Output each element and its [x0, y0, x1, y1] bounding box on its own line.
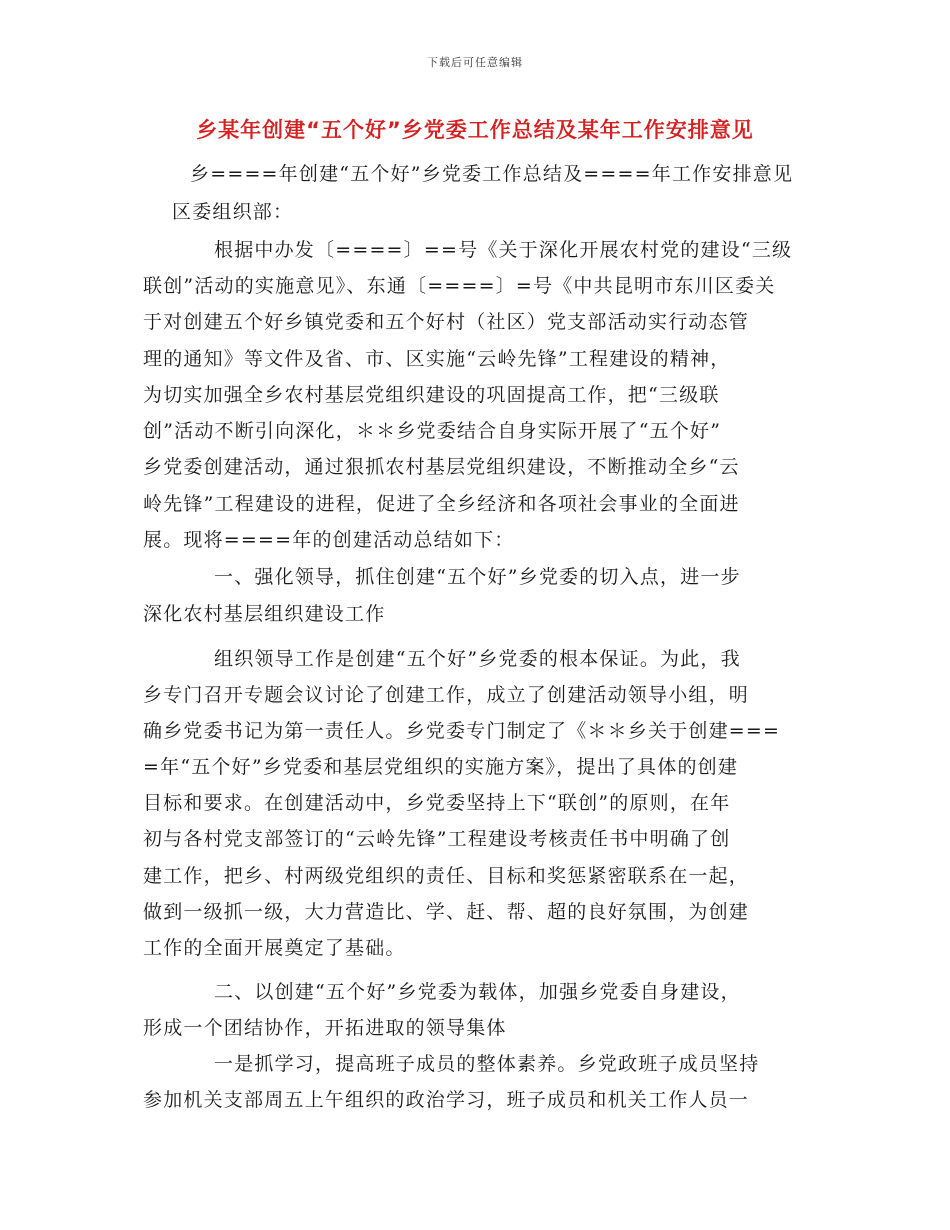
paragraph-line: 参加机关支部周五上午组织的政治学习，班子成员和机关工作人员一 [143, 1089, 750, 1111]
paragraph-line: 乡党委创建活动，通过狠抓农村基层党组织建设，不断推动全乡“云 [143, 456, 740, 478]
paragraph-line: 确乡党委书记为第一责任人。乡党委专门制定了《＊＊乡关于创建=== [143, 720, 781, 742]
paragraph-line: 组织领导工作是创建“五个好”乡党委的根本保证。为此，我 [214, 648, 741, 670]
section-heading-line: 一、强化领导，抓住创建“五个好”乡党委的切入点，进一步 [214, 566, 741, 588]
section-heading-line: 深化农村基层组织建设工作 [143, 603, 386, 625]
paragraph-line: 初与各村党支部签订的“云岭先锋”工程建设考核责任书中明确了创 [143, 828, 731, 850]
paragraph-line: 展。现将====年的创建活动总结如下： [143, 529, 515, 551]
paragraph-line: 于对创建五个好乡镇党委和五个好村（社区）党支部活动实行动态管 [143, 311, 750, 333]
header-note: 下载后可任意编辑 [427, 56, 523, 69]
paragraph-line: 乡专门召开专题会议讨论了创建工作，成立了创建活动领导小组，明 [143, 684, 750, 706]
section-heading-line: 形成一个团结协作，开拓进取的领导集体 [143, 1017, 507, 1039]
paragraph-line: 工作的全面开展奠定了基础。 [143, 937, 406, 959]
paragraph-line: 区委组织部： [172, 201, 294, 223]
paragraph-line: 做到一级抓一级，大力营造比、学、赶、帮、超的良好氛围，为创建 [143, 901, 750, 923]
paragraph-line: 根据中办发〔====〕==号《关于深化开展农村党的建设“三级 [214, 239, 793, 261]
paragraph-line: 为切实加强全乡农村基层党组织建设的巩固提高工作，把“三级联 [143, 384, 720, 406]
document-title: 乡某年创建“五个好”乡党委工作总结及某年工作安排意见 [196, 118, 754, 142]
section-heading-line: 二、以创建“五个好”乡党委为载体，加强乡党委自身建设， [214, 981, 741, 1003]
paragraph-line: =年“五个好”乡党委和基层党组织的实施方案》，提出了具体的创建 [143, 756, 739, 778]
paragraph-line: 建工作，把乡、村两级党组织的责任、目标和奖惩紧密联系在一起， [143, 865, 750, 887]
paragraph-line: 一是抓学习，提高班子成员的整体素养。乡党政班子成员坚持 [214, 1053, 760, 1075]
paragraph-line: 创”活动不断引向深化，＊＊乡党委结合自身实际开展了“五个好” [143, 420, 722, 442]
paragraph-line: 目标和要求。在创建活动中，乡党委坚持上下“联创”的原则，在年 [143, 792, 731, 814]
paragraph-line: 联创”活动的实施意见》、东通〔====〕=号《中共昆明市东川区委关 [143, 275, 776, 297]
paragraph-line: 乡====年创建“五个好”乡党委工作总结及====年工作安排意见 [190, 163, 794, 185]
paragraph-line: 理的通知》等文件及省、市、区实施“云岭先锋”工程建设的精神， [143, 348, 731, 370]
paragraph-line: 岭先锋”工程建设的进程，促进了全乡经济和各项社会事业的全面进 [143, 493, 740, 515]
